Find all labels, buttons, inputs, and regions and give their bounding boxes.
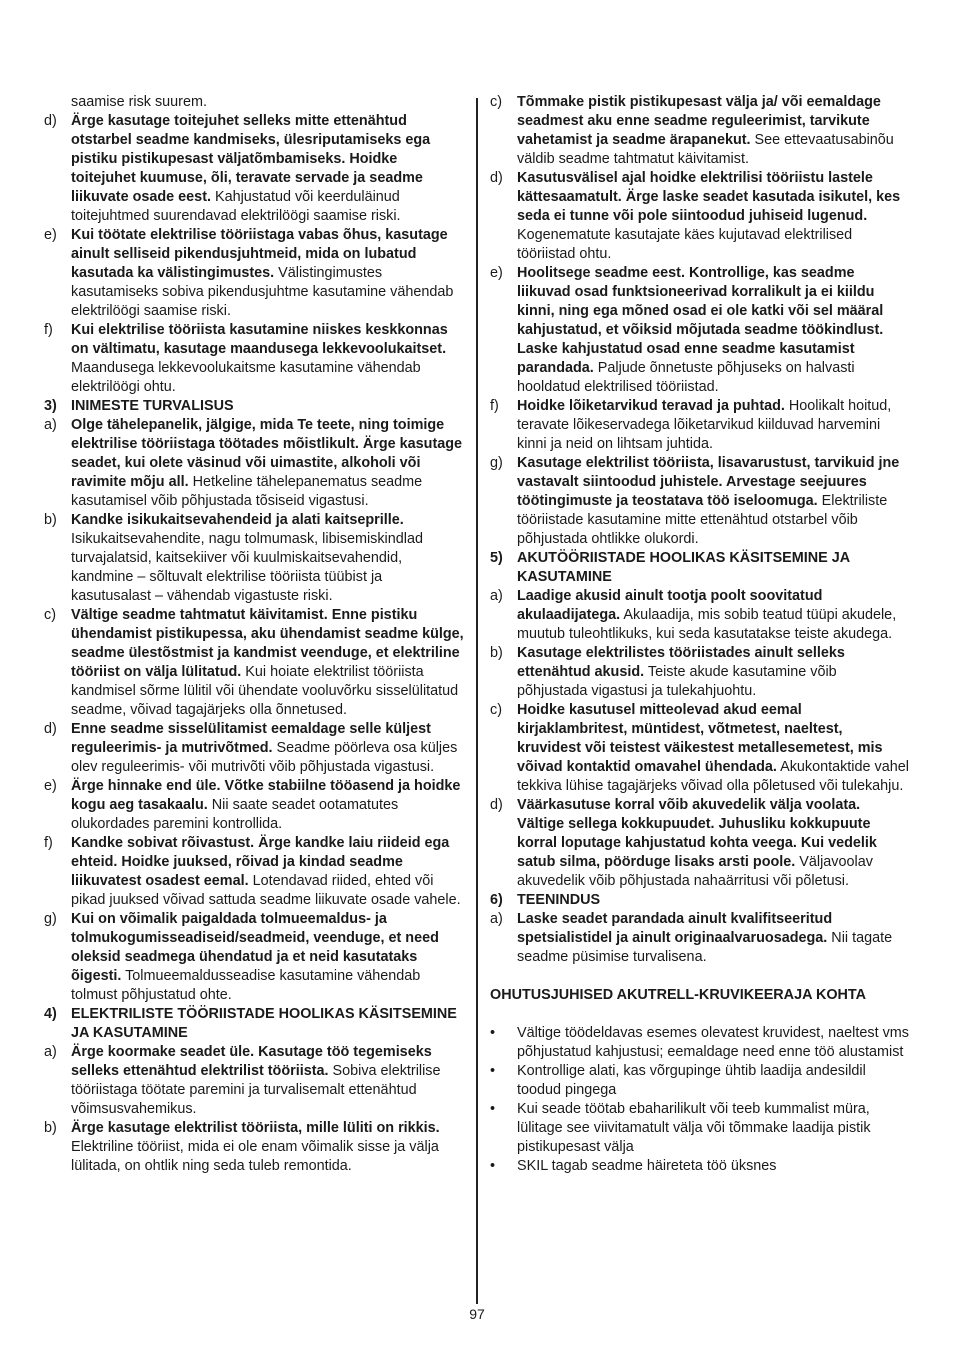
item-bold-text: Laske seadet parandada ainult kvalifitseeritud spetsialistidel ja ainult originaalvaruosadega.	[517, 911, 833, 946]
item-bold-text: Kui töötate elektrilise tööriistaga vabas õhus, kasutage ainult selliseid pikendusjuhtmeid, mida on lubatud kasutada ka välistingimustes.	[71, 227, 448, 281]
section-heading	[490, 891, 910, 910]
item-text	[517, 587, 910, 644]
list-item	[490, 93, 910, 169]
item-text	[71, 834, 464, 910]
item-text	[71, 321, 464, 397]
list-item	[44, 777, 464, 834]
item-bold-text: Hoidke kasutusel mitteolevad akud eemal kirjaklambritest, müntidest, võtmetest, naeltest, kruvidest või teistest väikestest metallesemetest, mis võivad kontaktid omavahel ühendada.	[517, 702, 883, 775]
item-bold-text: Ärge hinnake end üle. Võtke stabiilne tööasend ja hoidke kogu aeg tasakaalu.	[71, 778, 461, 813]
list-item	[44, 606, 464, 720]
item-label: f)	[490, 398, 499, 414]
item-bold-text: Väärkasutuse korral võib akuvedelik välja voolata. Vältige sellega kokkupuudet. Juhusliku kokkupuute korral loputage kahjustatud kohta veega. Kui vedelik satub silma, pöörduge lisaks arsti poole.	[517, 797, 877, 870]
item-label: e)	[44, 227, 57, 243]
item-normal-text: Kahjustatud või keerduläinud toitejuhtmed suurendavad elektrilöögi saamise riski.	[71, 189, 401, 224]
section-heading	[44, 1005, 464, 1043]
item-normal-text: Sobiva elektrilise tööriistaga töötate paremini ja turvalisemalt ettenähtud võimsusvahemikus.	[71, 1063, 441, 1117]
item-bold-text: Kui elektrilise tööriista kasutamine niiskes keskkonnas on vältimatu, kasutage maandusega lekkevoolukaitset.	[71, 322, 448, 357]
list-item	[44, 226, 464, 321]
item-text	[71, 1119, 464, 1176]
section-heading	[44, 397, 464, 416]
list-item	[44, 720, 464, 777]
page-number: 97	[469, 1306, 485, 1322]
item-label: d)	[490, 170, 503, 186]
item-normal-text: Hetkeline tähelepanematus seadme kasutamisel võib põhjustada tõsiseid vigastusi.	[71, 474, 423, 509]
item-text	[517, 454, 910, 549]
item-text	[517, 397, 910, 454]
item-normal-text: Maandusega lekkevoolukaitsme kasutamine vähendab elektrilöögi ohtu.	[71, 360, 421, 395]
item-bold-text: Laadige akusid ainult tootja poolt soovitatud akulaadijatega.	[517, 588, 823, 623]
item-text	[517, 796, 910, 891]
item-bold-text: Olge tähelepanelik, jälgige, mida Te teete, ning toimige elektrilise tööriistaga töötades mõistlikult. Ärge kasutage seadet, kui olete väsinud või uimastite, alkoholi või ravimite mõju all.	[71, 417, 463, 490]
bullet-text: Kui seade töötab ebaharilikult või teeb kummalist müra, lülitage see viivitamatult välja või tõmmake laadija pistik pistikupesast välja	[517, 1101, 871, 1155]
item-bold-text: Vältige seadme tahtmatut käivitamist. Enne pistiku ühendamist pistikupessa, aku ühendamist seadme külge, seadme ülestõstmist ja kandmist veenduge, et elektriline tööriist on välja lülitatud.	[71, 607, 464, 680]
item-label: c)	[44, 607, 56, 623]
item-text	[71, 511, 464, 606]
list-item	[490, 910, 910, 967]
item-normal-text: Väljavoolav akuvedelik võib põhjustada nahaärritusi või põletusi.	[517, 854, 873, 889]
item-text	[517, 169, 910, 264]
item-label: d)	[44, 721, 57, 737]
list-item	[490, 587, 910, 644]
item-text	[517, 910, 910, 967]
list-item	[490, 454, 910, 549]
item-text	[71, 112, 464, 226]
item-normal-text: Teiste akude kasutamine võib põhjustada vigastusi ja tulekahjuohtu.	[517, 664, 837, 699]
item-bold-text: Ärge kasutage toitejuhet selleks mitte ettenähtud otstarbel seadme kandmiseks, ülesriputamiseks ega pistiku pistikupesast väljatõmbamiseks. Hoidke toitejuhet kuumuse, õli, teravate servade ja seadme liikuvate osade eest.	[71, 113, 431, 205]
item-normal-text: Kogenematute kasutajate käes kujutavad elektrilised tööriistad ohtu.	[517, 227, 853, 262]
bullet-item	[490, 1024, 910, 1062]
item-bold-text: Ärge koormake seadet üle. Kasutage töö tegemiseks selleks ettenähtud elektrilist tööriista.	[71, 1044, 432, 1079]
item-bold-text: Enne seadme sisselülitamist eemaldage selle küljest reguleerimis- ja mutrivõtmed.	[71, 721, 431, 756]
item-label: c)	[490, 702, 502, 718]
item-label: b)	[44, 512, 57, 528]
item-text	[71, 416, 464, 511]
item-label: d)	[490, 797, 503, 813]
item-bold-text: Kasutage elektrilistes tööriistades ainult selleks ettenähtud akusid.	[517, 645, 845, 680]
bullet-icon: •	[490, 1063, 496, 1079]
bullet-icon: •	[490, 1158, 496, 1174]
section-heading-text: ELEKTRILISTE TÖÖRIISTADE HOOLIKAS KÄSITSEMINE JA KASUTAMINE	[71, 1006, 457, 1041]
item-bold-text: Ärge kasutage elektrilist tööriista, mille lüliti on rikkis.	[71, 1120, 440, 1136]
list-item	[44, 834, 464, 910]
bullet-item	[490, 1100, 910, 1157]
item-text	[517, 644, 910, 701]
item-text	[517, 701, 910, 796]
bullet-text: Vältige töödeldavas esemes olevatest kruvidest, naeltest vms põhjustatud kahjustusi; eemaldage need enne töö alustamist	[517, 1025, 909, 1060]
item-label: a)	[490, 588, 503, 604]
list-item	[44, 321, 464, 397]
item-bold-text: Kandke sobivat rõivastust. Ärge kandke laiu riideid ega ehteid. Hoidke juuksed, rõivad ja kindad seadme liikuvatest osadest eemal.	[71, 835, 450, 889]
item-label: a)	[490, 911, 503, 927]
item-label: g)	[44, 911, 57, 927]
item-normal-text: Seadme pöörleva osa küljes olev reguleerimis- või mutrivõti võib põhjustada vigastusi.	[71, 740, 458, 775]
bullet-text: Kontrollige alati, kas võrgupinge ühtib laadija andesildil toodud pingega	[517, 1063, 866, 1098]
item-bold-text: Hoolitsege seadme eest. Kontrollige, kas seadme liikuvad osad funktsioneerivad korralikult ja ei kiildu kinni, ning ega mõned osad ei ole katki või sel määral kahjustatud, et võiksid mõjutada seadme töökindlust. Laske kahjustatud osad enne seadme kasutamist parandada.	[517, 265, 884, 376]
list-item	[490, 264, 910, 397]
item-bold-text: Kui on võimalik paigaldada tolmueemaldus- ja tolmukogumisseadiseid/seadmeid, veenduge, et need oleksid seadmega ühendatud ja et neid kasutataks õigesti.	[71, 911, 439, 984]
item-label: f)	[44, 322, 53, 338]
item-normal-text: Nii saate seadet ootamatutes olukordades paremini kontrollida.	[71, 797, 399, 832]
section-heading-text: INIMESTE TURVALISUS	[71, 398, 234, 414]
item-normal-text: Lotendavad riided, ehted või pikad juuksed võivad sattuda seadme liikuvate osade vahele.	[71, 873, 461, 908]
item-normal-text: Tolmueemaldusseadise kasutamine vähendab tolmust põhjustatud ohte.	[71, 968, 421, 1003]
item-label: e)	[44, 778, 57, 794]
right-items	[490, 93, 910, 967]
item-label: f)	[44, 835, 53, 851]
section-heading-text: TEENINDUS	[517, 892, 601, 908]
section-heading-text: AKUTÖÖRIISTADE HOOLIKAS KÄSITSEMINE JA KASUTAMINE	[517, 550, 850, 585]
list-item	[44, 416, 464, 511]
list-item	[490, 644, 910, 701]
item-normal-text: See ettevaatusabinõu väldib seadme tahtmatut käivitamist.	[517, 132, 894, 167]
item-label: a)	[44, 417, 57, 433]
item-text	[71, 720, 464, 777]
item-normal-text: Hoolikalt hoitud, teravate lõikeservadega lõiketarvikud kiilduvad harvemini kinni ja neid on lihtsam juhtida.	[517, 398, 892, 452]
bullet-item	[490, 1062, 910, 1100]
bullet-item	[490, 1157, 910, 1176]
column-divider	[476, 98, 478, 1304]
item-bold-text: Tõmmake pistik pistikupesast välja ja/ või eemaldage seadmest aku enne seadme reguleerimist, tarvikute vahetamist ja seadme ärapanekut.	[517, 94, 881, 148]
item-text	[71, 1043, 464, 1119]
list-item	[490, 701, 910, 796]
item-normal-text: Elektriline tööriist, mida ei ole enam võimalik sisse ja välja lülitada, on ohtlik ning seda tuleb remontida.	[71, 1139, 439, 1174]
item-normal-text: Akulaadija, mis sobib teatud tüüpi akudele, muutub tuleohtlikuks, kui seda kasutatakse teiste akudega.	[517, 607, 897, 642]
item-text	[71, 226, 464, 321]
section-heading	[490, 549, 910, 587]
item-bold-text: Kandke isikukaitsevahendeid ja alati kaitseprille.	[71, 512, 404, 528]
item-bold-text: Kasutusvälisel ajal hoidke elektrilisi tööriistu lastele kättesaamatult. Ärge laske seadet kasutada isikutel, kes seda ei tunne või pole siintoodud juhiseid lugenud.	[517, 170, 901, 224]
bullet-list	[490, 1024, 910, 1176]
bullet-icon: •	[490, 1101, 496, 1117]
item-label: c)	[490, 94, 502, 110]
section-title: OHUTUSJUHISED AKUTRELL-KRUVIKEERAJA KOHTA	[490, 987, 867, 1003]
item-label: a)	[44, 1044, 57, 1060]
list-item	[44, 1043, 464, 1119]
item-label: b)	[490, 645, 503, 661]
list-item	[44, 910, 464, 1005]
item-normal-text: Isikukaitsevahendite, nagu tolmumask, libisemiskindlad turvajalatsid, kaitsekiiver või kuulmiskaitsevahendid, kandmine – sõltuvalt elektrilise tööriista tüübist ja kasutusalast – vähendab vigastuste riski.	[71, 531, 423, 604]
item-label: b)	[44, 1120, 57, 1136]
item-label: g)	[490, 455, 503, 471]
item-label: d)	[44, 113, 57, 129]
left-column	[44, 93, 464, 1176]
item-normal-text: Kui hoiate elektrilist tööriista kandmisel sõrme lülitil või ühendate vooluvõrku sisselülitatud seadme, võivad tagajärjeks olla õnnetused.	[71, 664, 459, 718]
list-item	[44, 1119, 464, 1176]
item-label: e)	[490, 265, 503, 281]
list-item	[44, 511, 464, 606]
item-text	[71, 606, 464, 720]
right-column	[490, 93, 910, 1176]
section-number: 3)	[44, 398, 57, 414]
item-normal-text: Välistingimustes kasutamiseks sobiva pikendusjuhtme kasutamine vähendab elektrilöögi saamise riski.	[71, 265, 454, 319]
continued-text: saamise risk suurem.	[71, 94, 207, 110]
item-text	[517, 93, 910, 169]
bullet-text: SKIL tagab seadme häireteta töö üksnes	[517, 1158, 777, 1174]
list-item	[44, 112, 464, 226]
list-item	[490, 169, 910, 264]
item-bold-text: Kasutage elektrilist tööriista, lisavarustust, tarvikuid jne vastavalt siintoodud juhistele. Arvestage seejuures töötingimuste ja teostatava töö iseloomuga.	[517, 455, 900, 509]
item-text	[517, 264, 910, 397]
item-normal-text: Akukontaktide vahel tekkiva lühise tagajärjeks võivad olla põletused või tulekahju.	[517, 759, 909, 794]
item-normal-text: Nii tagate seadme püsimise turvalisena.	[517, 930, 893, 965]
section-number: 4)	[44, 1006, 57, 1022]
item-text	[71, 777, 464, 834]
list-item	[490, 796, 910, 891]
bullet-icon: •	[490, 1025, 496, 1041]
section-number: 6)	[490, 892, 503, 908]
item-bold-text: Hoidke lõiketarvikud teravad ja puhtad.	[517, 398, 785, 414]
section-number: 5)	[490, 550, 503, 566]
item-normal-text: Elektriliste tööriistade kasutamine mitte ettenähtud otstarbel võib põhjustada ohtlikke olukordi.	[517, 493, 888, 547]
item-normal-text: Paljude õnnetuste põhjuseks on halvasti hooldatud elektrilised tööriistad.	[517, 360, 855, 395]
item-text	[71, 910, 464, 1005]
list-item	[490, 397, 910, 454]
